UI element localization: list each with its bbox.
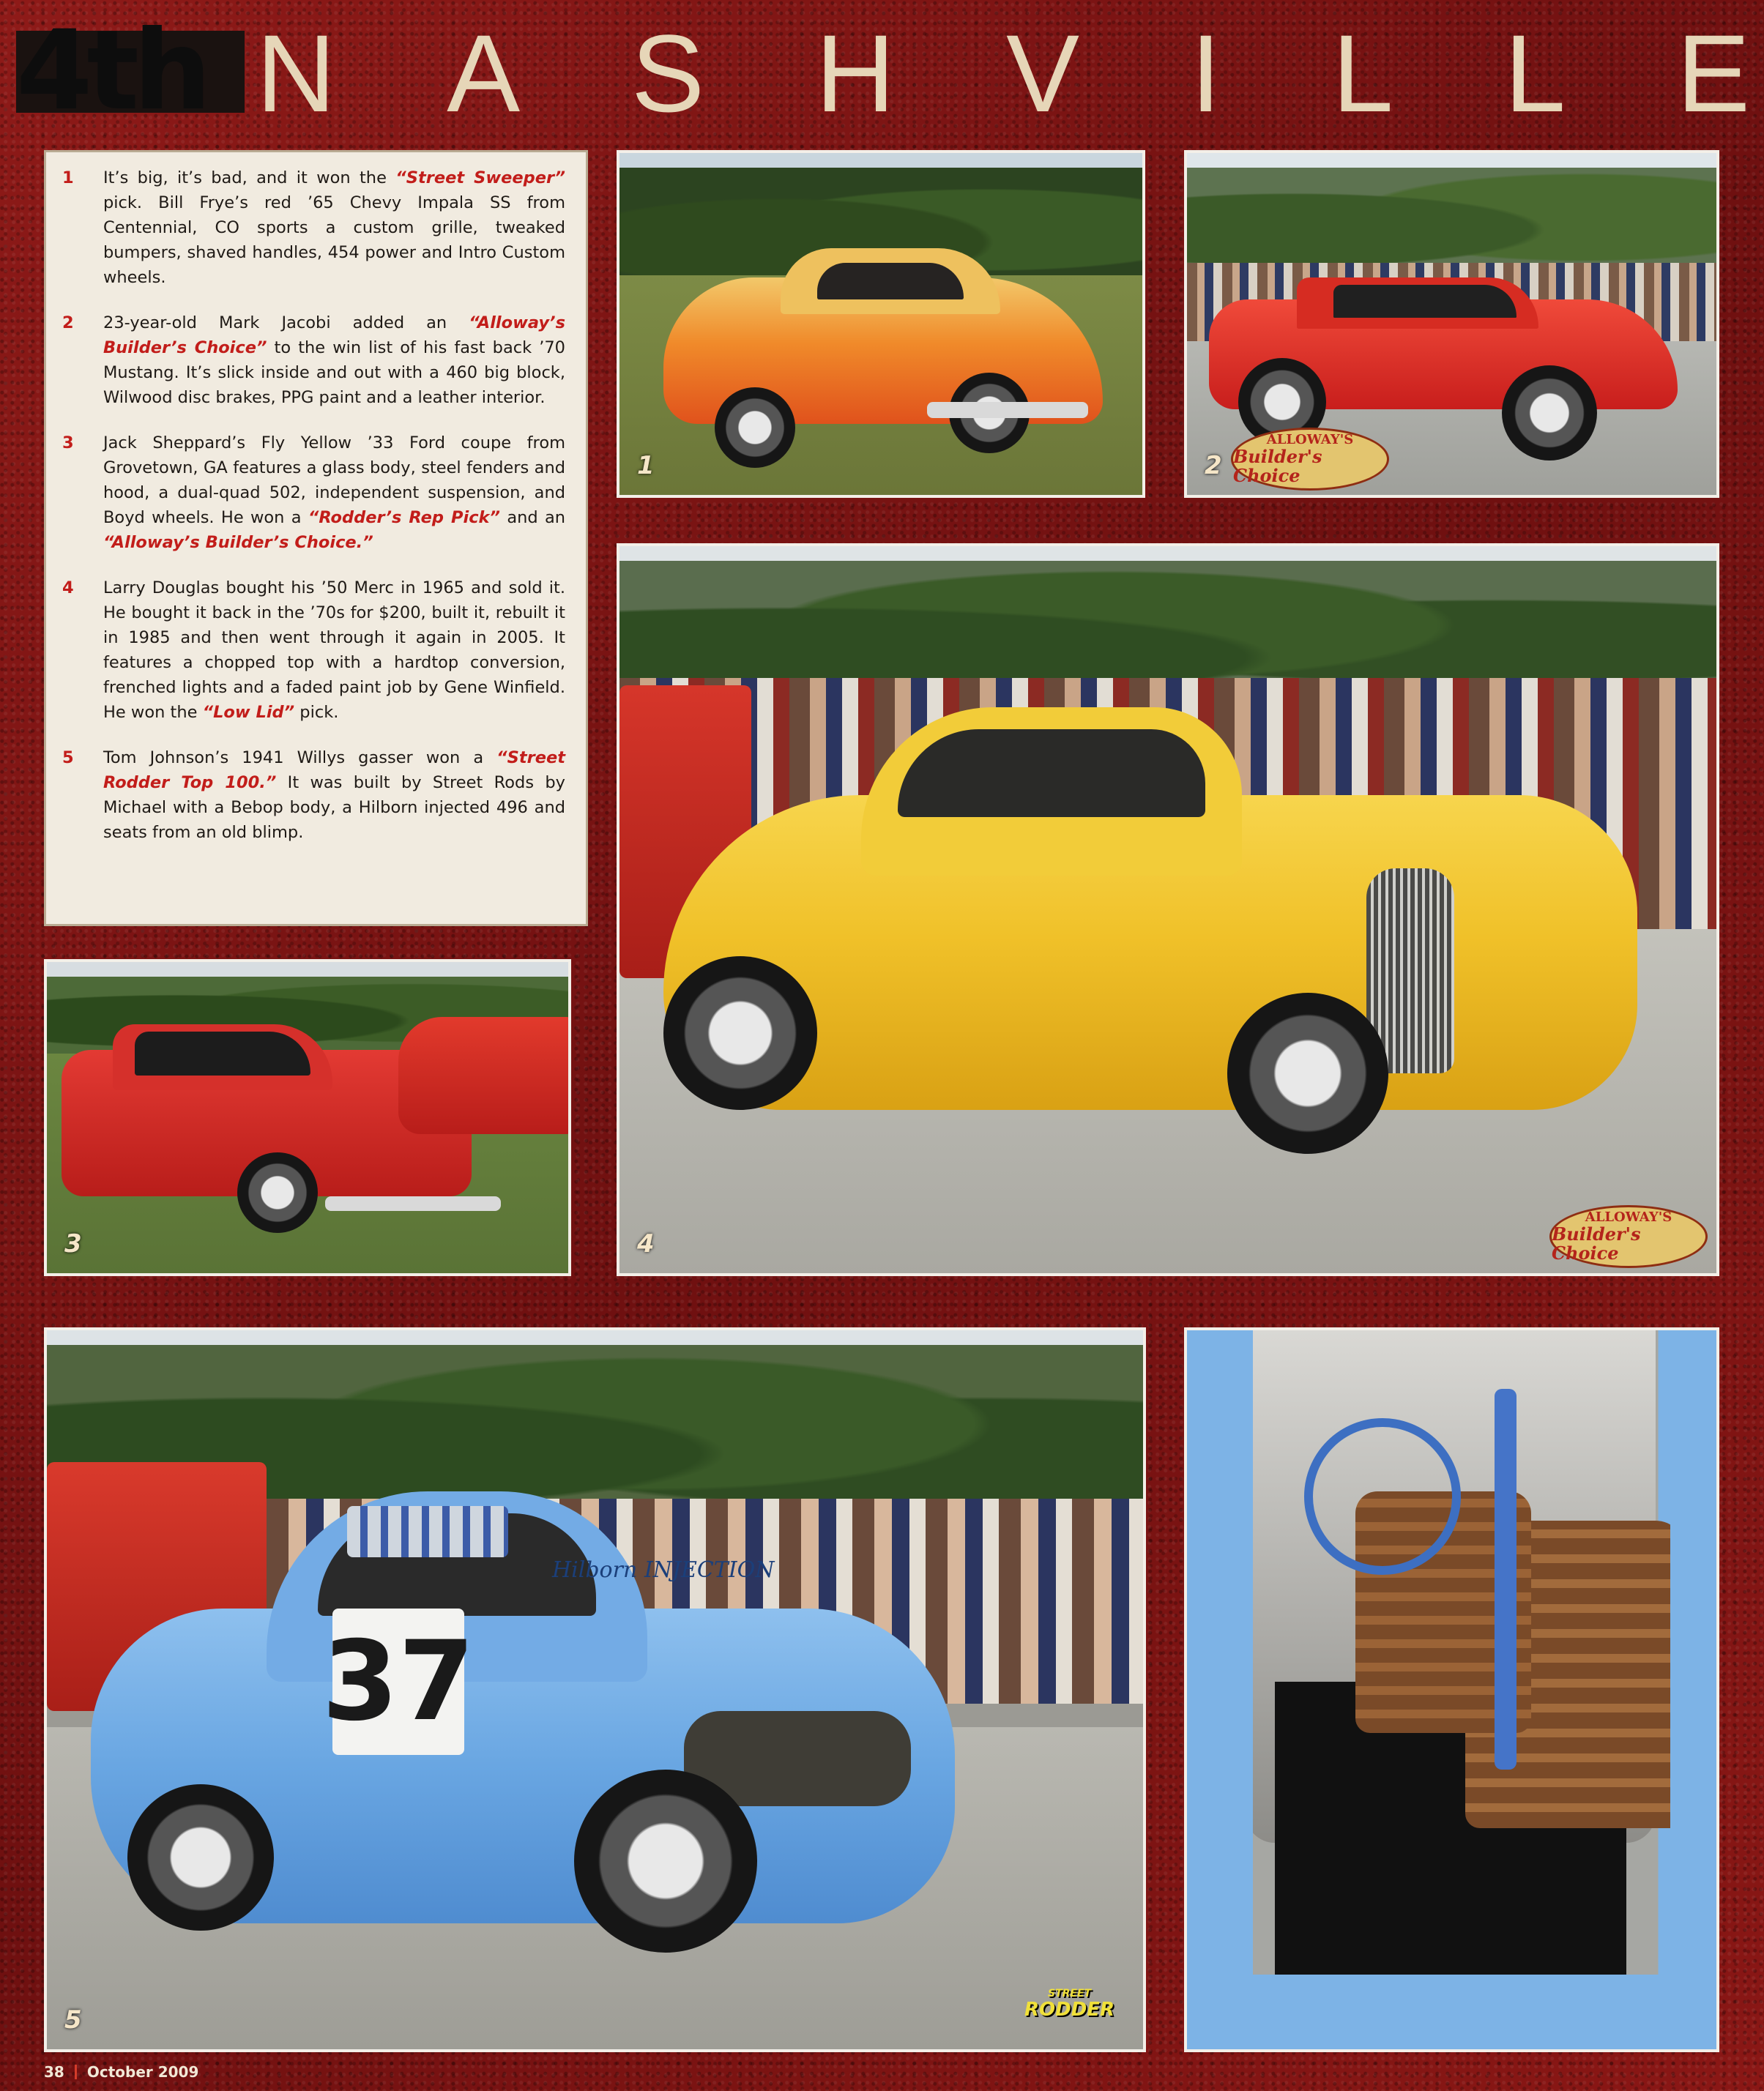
award-name: “Street Rodder Top 100.” (103, 748, 565, 792)
caption-text: pick. Bill Frye’s red ’65 Chevy Impala SS from Centennial, CO sports a custom grille, tweaked bumpers, shaved handles, 454 power and Intro Custom wheels. (103, 193, 565, 287)
photo-5-willys-gasser (44, 1327, 1146, 2052)
badge-line: Builder's Choice (1233, 446, 1322, 486)
caption-5 (58, 745, 565, 845)
caption-text: Jack Sheppard’s Fly Yellow ’33 Ford coupe from Grovetown, GA features a glass body, steel fenders and hood, a dual-quad 502, independent suspension, and Boyd wheels. He won a (103, 433, 565, 527)
page-footer (44, 2063, 198, 2081)
title-letter: E (1676, 11, 1750, 135)
photo-1-merc (617, 150, 1145, 498)
caption-text: and an (500, 508, 566, 527)
caption-number: 1 (62, 168, 74, 187)
street-rodder-logo (1024, 1986, 1115, 2021)
caption-number: 3 (62, 433, 74, 452)
caption-text: It was built by Street Rods by Michael with a Bebop body, a Hilborn injected 496 and seats from an old blimp. (103, 773, 565, 842)
race-number: 37 (332, 1609, 464, 1755)
caption-text: 23-year-old Mark Jacobi added an (103, 313, 469, 332)
car-lettering: Hilborn INJECTION (552, 1557, 775, 1583)
title-letter: L (1504, 11, 1566, 135)
award-name: “Street Sweeper” (395, 168, 565, 187)
edition-text: 4th (16, 7, 206, 135)
caption-box (44, 150, 588, 926)
title-letter: L (1332, 11, 1393, 135)
page-number: 38 (44, 2063, 64, 2081)
title-letter: A (447, 11, 521, 135)
caption-text: to the win list of his fast back ’70 Mustang. It’s slick inside and out with a 460 big block, Wilwood disc brakes, PPG paint and a leather interior. (103, 338, 565, 407)
caption-2 (58, 310, 565, 410)
caption-text: pick. (294, 703, 339, 722)
award-name: “Alloway’s Builder’s Choice” (103, 313, 565, 357)
issue-date: October 2009 (86, 2063, 199, 2081)
award-name: “Low Lid” (202, 703, 295, 722)
footer-divider (75, 2065, 77, 2079)
photo-number: 5 (64, 2005, 82, 2035)
award-name: “Rodder’s Rep Pick” (308, 508, 500, 527)
photo-number: 1 (637, 451, 655, 480)
photo-2-mustang (1184, 150, 1719, 498)
title-letter: V (1006, 11, 1080, 135)
caption-text: It’s big, it’s bad, and it won the (103, 168, 396, 187)
edition-mark (16, 7, 245, 135)
photo-6-willys-interior (1184, 1327, 1719, 2052)
logo-line: STREET (1047, 1988, 1092, 1999)
title-letter: S (631, 11, 705, 135)
caption-text: Larry Douglas bought his ’50 Merc in 1965 and sold it. He bought it back in the ’70s for $200, built it, rebuilt it in 1985 and then went through it again in 2005. It features a chopped top with a hardtop conversion, frenched lights and a faded paint job by Gene Winfield. He won the (103, 578, 565, 722)
photo-4-ford-coupe (617, 543, 1719, 1276)
title-letter: N (256, 11, 336, 135)
caption-number: 2 (62, 313, 74, 332)
badge-line: Builder's Choice (1552, 1223, 1641, 1264)
caption-text: Tom Johnson’s 1941 Willys gasser won a (103, 748, 497, 767)
photo-number: 3 (64, 1229, 82, 1259)
logo-line: RODDER (1024, 1999, 1115, 2021)
title-letter: I (1190, 11, 1221, 135)
caption-1 (58, 165, 565, 290)
builders-choice-badge (1231, 428, 1389, 491)
photo-number: 2 (1205, 451, 1222, 480)
badge-line: ALLOWAY'S (1266, 432, 1354, 447)
caption-number: 4 (62, 578, 74, 597)
caption-3 (58, 430, 565, 555)
badge-line: ALLOWAY'S (1585, 1210, 1672, 1225)
caption-4 (58, 575, 565, 725)
builders-choice-badge (1549, 1205, 1708, 1268)
page-title (256, 11, 1750, 135)
photo-3-impala (44, 959, 571, 1276)
photo-number: 4 (637, 1229, 655, 1259)
title-letter: H (815, 11, 896, 135)
award-name: “Alloway’s Builder’s Choice.” (103, 533, 373, 552)
caption-number: 5 (62, 748, 74, 767)
